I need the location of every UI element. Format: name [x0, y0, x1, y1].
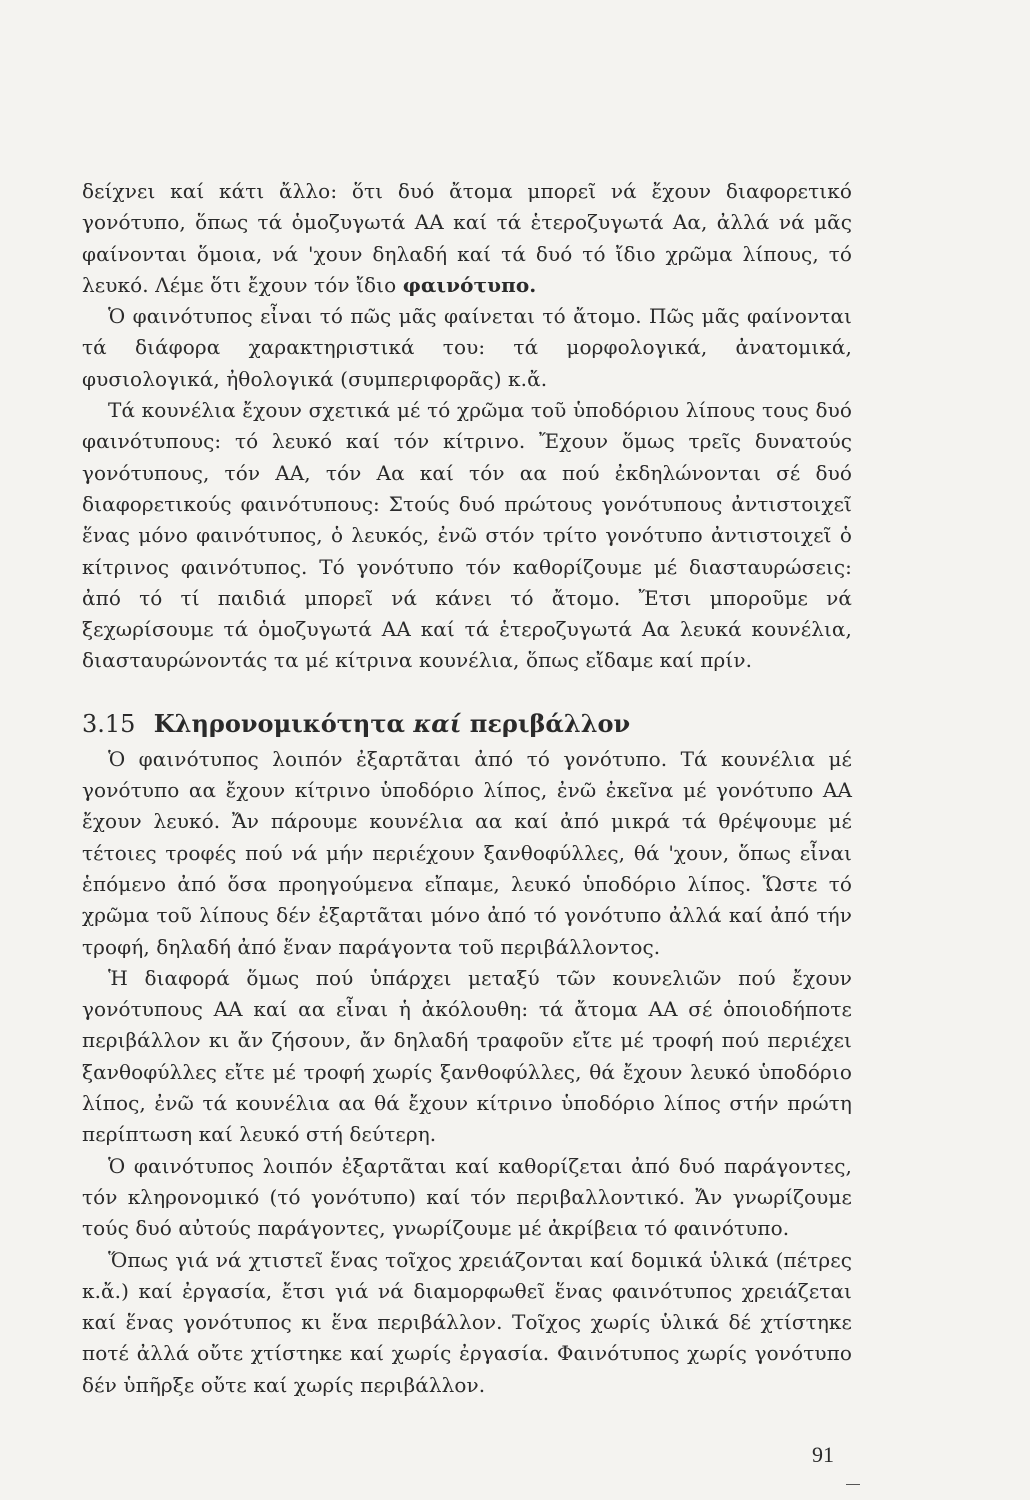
paragraph-3-15-3: Ὁ φαινότυπος λοιπόν ἐξαρτᾶται καί καθορίζεται ἀπό δυό παράγοντες, τόν κληρονομικό (τό γονότυπο) καί τόν περιβαλλοντικό. Ἄν γνωρίζουμε τούς δυό αὐτούς παράγοντες, γνωρίζουμε μέ ἀκρίβεια τό φαινότυπο. [82, 1153, 852, 1241]
section-title-part3: περιβάλλον [469, 708, 631, 738]
paragraph-intro-1 [82, 176, 852, 301]
page-body [82, 176, 852, 1401]
paragraph-3-15-2: Ἡ διαφορά ὅμως πού ὑπάρχει μεταξύ τῶν κουνελιῶν πού ἔχουν γονότυπους ΑΑ καί αα εἶναι ἡ ἀκόλουθη: τά ἄτομα ΑΑ σέ ὁποιοδήποτε περιβάλλον κι ἄν ζήσουν, ἄν δηλαδή τραφοῦν εἴτε μέ τροφή πού περιέχει ξανθοφύλλες εἴτε μέ τροφή χωρίς ξανθοφύλλες, θά ἔχουν λευκό ὑποδόριο λίπος, ἐνῶ τά κουνέλια αα θά ἔχουν κίτρινο ὑποδόριο λίπος στήν πρώτη περίπτωση καί λευκό στή δεύτερη. [82, 965, 852, 1147]
section-number: 3.15 [82, 709, 136, 738]
paragraph-3-15-4: Ὅπως γιά νά χτιστεῖ ἕνας τοῖχος χρειάζονται καί δομικά ὑλικά (πέτρες κ.ἄ.) καί ἐργασία, ἔτσι γιά νά διαμορφωθεῖ ἕνας φαινότυπος χρειάζεται καί ἕνας γονότυπος κι ἕνα περιβάλλον. Τοῖχος χωρίς ὑλικά δέ χτίστηκε ποτέ ἀλλά οὔτε χτίστηκε καί χωρίς ἐργασία. Φαινότυπος χωρίς γονότυπο δέν ὑπῆρξε οὔτε καί χωρίς περιβάλλον. [82, 1247, 852, 1397]
term-phenotype: φαινότυπο. [402, 272, 537, 297]
section-title-part2: καί [413, 708, 462, 738]
page-number-rule [846, 1484, 860, 1485]
paragraph-intro-3: Τά κουνέλια ἔχουν σχετικά μέ τό χρῶμα τοῦ ὑποδόριου λίπους τους δυό φαινότυπους: τό λευκό καί τόν κίτρινο. Ἔχουν ὅμως τρεῖς δυνατούς γονότυπους, τόν ΑΑ, τόν Αα καί τόν αα πού ἐκδηλώνονται σέ δυό διαφορετικούς φαινότυπους: Στούς δυό πρώτους γονότυπους ἀντιστοιχεῖ ἕνας μόνο φαινότυπος, ὁ λευκός, ἐνῶ στόν τρίτο γονότυπο ἀντιστοιχεῖ ὁ κίτρινος φαινότυπος. Τό γονότυπο τόν καθορίζουμε μέ διασταυρώσεις: ἀπό τό τί παιδιά μπορεῖ νά κάνει τό ἄτομο. Ἔτσι μποροῦμε νά ξεχωρίσουμε τά ὁμοζυγωτά ΑΑ καί τά ἑτεροζυγωτά Αα λευκά κουνέλια, διασταυρώνοντάς τα μέ κίτρινα κουνέλια, ὅπως εἴδαμε καί πρίν. [82, 398, 852, 673]
paragraph-intro-1-text: δείχνει καί κάτι ἄλλο: ὅτι δυό ἄτομα μπορεῖ νά ἔχουν διαφορετικό γονότυπο, ὅπως τά ὁμοζυγωτά ΑΑ καί τά ἑτεροζυγωτά Αα, ἀλλά νά μᾶς φαίνονται ὅμοια, νά 'χουν δηλαδή καί τά δυό τό ἴδιο χρῶμα λίπους, τό λευκό. Λέμε ὅτι ἔχουν τόν ἴδιο [82, 179, 852, 297]
paragraph-3-15-1: Ὁ φαινότυπος λοιπόν ἐξαρτᾶται ἀπό τό γονότυπο. Τά κουνέλια μέ γονότυπο αα ἔχουν κίτρινο ὑποδόριο λίπος, ἐνῶ ἐκεῖνα μέ γονότυπο ΑΑ ἔχουν λευκό. Ἄν πάρουμε κουνέλια αα καί ἀπό μικρά τά θρέψουμε μέ τέτοιες τροφές πού νά μήν περιέχουν ξανθοφύλλες, θά 'χουν, ὅπως εἶναι ἑπόμενο ἀπό ὅσα προηγούμενα εἴπαμε, λευκό ὑποδόριο λίπος. Ὥστε τό χρῶμα τοῦ λίπους δέν ἐξαρτᾶται μόνο ἀπό τό γονότυπο ἀλλά καί ἀπό τήν τροφή, δηλαδή ἀπό ἕναν παράγοντα τοῦ περιβάλλοντος. [82, 746, 852, 959]
section-heading [82, 707, 852, 741]
paragraph-intro-2: Ὁ φαινότυπος εἶναι τό πῶς μᾶς φαίνεται τό ἄτομο. Πῶς μᾶς φαίνονται τά διάφορα χαρακτηριστικά του: τά μορφολογικά, ἀνατομικά, φυσιολογικά, ἠθολογικά (συμπεριφορᾶς) κ.ἄ. [82, 304, 852, 391]
section-title-part1: Κληρονομικότητα [153, 708, 405, 738]
page-number: 91 [812, 1442, 834, 1467]
